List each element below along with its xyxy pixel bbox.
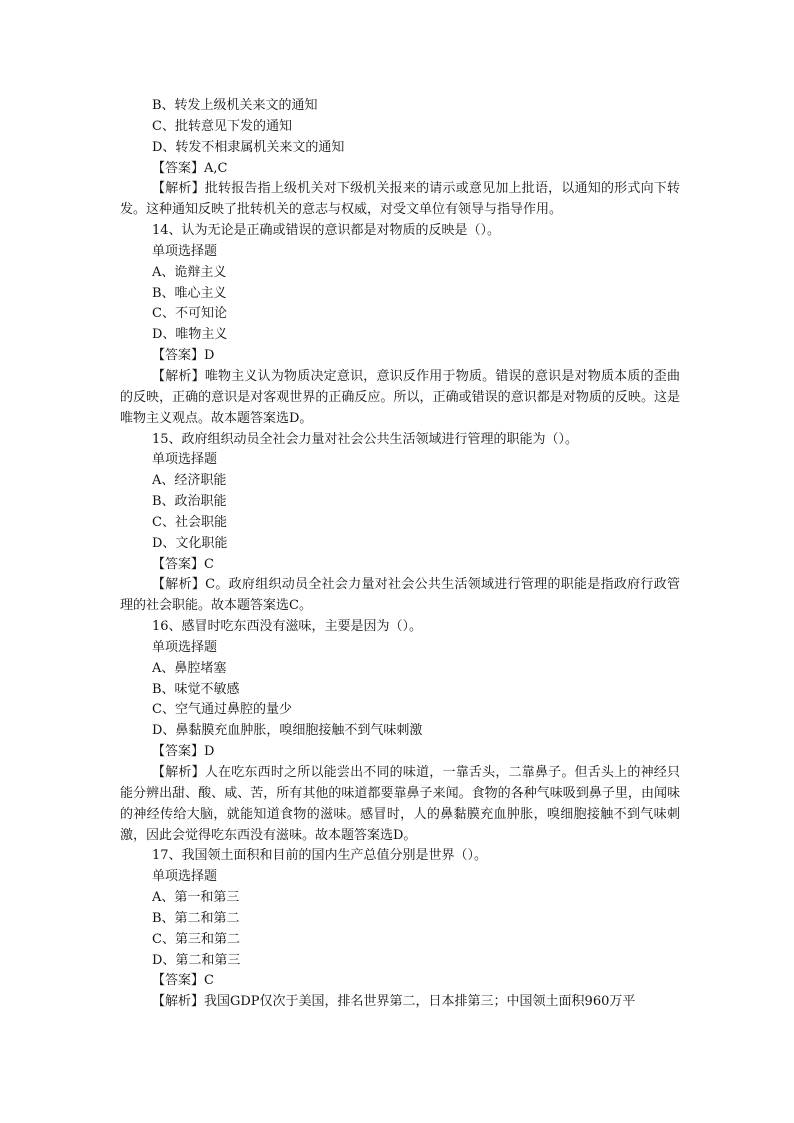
option: B、唯心主义	[152, 285, 227, 301]
option: B、味觉不敏感	[152, 681, 240, 697]
option: C、第三和第二	[152, 931, 240, 947]
analysis-paragraph: 【解析】批转报告指上级机关对下级机关报来的请示或意见加上批语，以通知的形式向下转发。这种通知反映了批转机关的意志与权威，对受文单位有领导与指导作用。	[120, 181, 680, 218]
question-stem: 15、政府组织动员全社会力量对社会公共生活领域进行管理的职能为（）。	[152, 431, 579, 447]
analysis-paragraph: 【解析】我国GDP仅次于美国，排名世界第二，日本排第三；中国领土面积960万平	[152, 994, 636, 1010]
option: A、诡辩主义	[152, 264, 227, 280]
question-type: 单项选择题	[152, 452, 218, 468]
analysis-paragraph: 【解析】人在吃东西时之所以能尝出不同的味道，一靠舌头，二靠鼻子。但舌头上的神经只能分辨出甜、酸、咸、苦，所有其他的味道都要靠鼻子来闻。食物的各种气味吸到鼻子里，由闻味的神经传给大脑，就能知道食物的滋味。感冒时，人的鼻黏膜充血肿胀，嗅细胞接触不到气味刺激，因此会觉得吃东西没有滋味。故本题答案选D。	[120, 765, 680, 843]
option: D、文化职能	[152, 535, 228, 551]
question-type: 单项选择题	[152, 243, 218, 259]
option: B、转发上级机关来文的通知	[152, 98, 318, 113]
question-stem: 14、认为无论是正确或错误的意识都是对物质的反映是（）。	[152, 223, 501, 239]
answer-line: 【答案】A,C	[152, 160, 228, 176]
option: C、不可知论	[152, 306, 227, 322]
option: B、政治职能	[152, 494, 227, 510]
option: A、第一和第三	[152, 890, 240, 906]
question-stem: 16、感冒时吃东西没有滋味，主要是因为（）。	[152, 619, 423, 635]
option: C、空气通过鼻腔的量少	[152, 702, 292, 718]
question-stem: 17、我国领土面积和目前的国内生产总值分别是世界（）。	[152, 848, 488, 864]
option: A、鼻腔堵塞	[152, 660, 227, 676]
option: B、第二和第二	[152, 910, 240, 926]
answer-line: 【答案】D	[152, 348, 215, 364]
answer-line: 【答案】C	[152, 973, 214, 989]
option: D、唯物主义	[152, 327, 228, 343]
option: A、经济职能	[152, 473, 227, 489]
answer-line: 【答案】C	[152, 556, 214, 572]
option: C、批转意见下发的通知	[152, 118, 292, 134]
question-type: 单项选择题	[152, 639, 218, 655]
option: C、社会职能	[152, 514, 227, 530]
analysis-paragraph: 【解析】唯物主义认为物质决定意识，意识反作用于物质。错误的意识是对物质本质的歪曲的反映，正确的意识是对客观世界的正确反应。所以，正确或错误的意识都是对物质的反映。这是唯物主义观点。故本题答案选D。	[120, 368, 680, 426]
question-type: 单项选择题	[152, 869, 218, 885]
option: D、转发不相隶属机关来文的通知	[152, 139, 345, 155]
answer-line: 【答案】D	[152, 744, 215, 760]
option: D、鼻黏膜充血肿胀，嗅细胞接触不到气味刺激	[152, 723, 423, 739]
option: D、第二和第三	[152, 952, 241, 968]
analysis-paragraph: 【解析】C。政府组织动员全社会力量对社会公共生活领域进行管理的职能是指政府行政管理的社会职能。故本题答案选C。	[120, 577, 680, 614]
document-body	[120, 96, 680, 1013]
